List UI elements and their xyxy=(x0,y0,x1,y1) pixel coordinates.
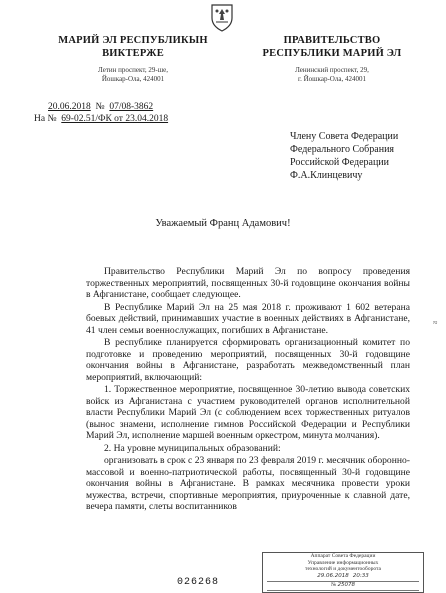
addressee-block xyxy=(290,130,430,182)
header-right-block xyxy=(252,34,412,84)
body-paragraph: В Республике Марий Эл на 25 мая 2018 г. проживают 1 602 ветерана боевых действий, принимавших участие в военных действиях в Афганистане, 41 член семьи военнослужащих, погибших в Афганистане. xyxy=(86,301,410,336)
address-mari: Летин проспект, 29-ше, Йошкар-Ола, 424001 xyxy=(98,66,168,83)
margin-mark: ≈ xyxy=(433,318,438,327)
ref-number: 69-02.51/ФК от 23.04.2018 xyxy=(61,114,169,124)
addressee-line: Федерального Собрания xyxy=(290,144,395,155)
coat-of-arms-icon xyxy=(207,2,237,32)
stamp-number-line xyxy=(267,582,419,591)
org-name-government: ПРАВИТЕЛЬСТВО РЕСПУБЛИКИ МАРИЙ ЭЛ xyxy=(262,35,402,59)
body-paragraph: 1. Торжественное мероприятие, посвященное 30-летию вывода советских войск из Афганистана с участием руководителей органов исполнительной власти Республики Марий Эл (с соблюдением всех торжественных ритуалов (вынос знамени, исполнение гимнов Российской Федерации и Республики Марий Эл, исполнение маршей военным оркестром, минута молчания). xyxy=(86,384,410,441)
stamp-date-line xyxy=(267,573,419,582)
outgoing-date: 20.06.2018 xyxy=(48,102,91,112)
stamp-handwritten-date: 29.06.2018 xyxy=(317,572,349,579)
body-paragraph: организовать в срок с 23 января по 23 февраля 2019 г. месячник оборонно-массовой и военно-патриотической работы, посвященный 30-й годовщине окончания войны в Афганистане. В рамках месячника провести уроки мужества, встречи, спортивные мероприятия, приуроченные к славной дате, вечера памяти, слеты воспитанников xyxy=(86,455,410,512)
stamp-line: технологий и документооборота xyxy=(305,566,381,572)
stamp-number-label: № xyxy=(330,581,337,588)
org-name-mari: МАРИЙ ЭЛ РЕСПУБЛИКЫН ВИКТЕРЖЕ xyxy=(58,35,208,59)
body-paragraph: Правительство Республики Марий Эл по вопросу проведения торжественных мероприятий, посвященных 30-й годовщине окончания войны в Афганистане, сообщает следующее. xyxy=(86,266,410,300)
outgoing-number: 07/08-3862 xyxy=(109,102,154,112)
reference-registration xyxy=(34,113,168,125)
number-label: № xyxy=(95,102,105,112)
salutation: Уважаемый Франц Адамович! xyxy=(155,218,291,229)
registration-stamp xyxy=(262,552,424,593)
stamp-handwritten-number: 25078 xyxy=(337,581,356,588)
addressee-name: Ф.А.Клинцевичу xyxy=(290,170,363,181)
letter-body xyxy=(86,266,410,514)
body-paragraph: В республике планируется сформировать организационный комитет по подготовке и проведению мероприятий, посвященных 30-й годовщине окончания войны в Афганистане, разработать межведомственный план мероприятий, включающий: xyxy=(86,337,410,383)
document-serial-number: 026268 xyxy=(177,577,220,588)
stamp-handwritten-time: 20:33 xyxy=(352,572,369,579)
addressee-line: Члену Совета Федерации xyxy=(290,131,399,142)
addressee-line: Российской Федерации xyxy=(290,157,390,168)
address-government: Ленинский проспект, 29, г. Йошкар-Ола, 424001 xyxy=(295,66,369,83)
outgoing-registration xyxy=(48,101,153,113)
header-left-block xyxy=(58,34,208,84)
body-paragraph: 2. На уровне муниципальных образований: xyxy=(104,442,281,454)
stamp-line: Аппарат Совета Федерации xyxy=(310,553,376,559)
stamp-line: Управление информационных xyxy=(307,559,379,566)
ref-prefix: На № xyxy=(34,114,57,124)
